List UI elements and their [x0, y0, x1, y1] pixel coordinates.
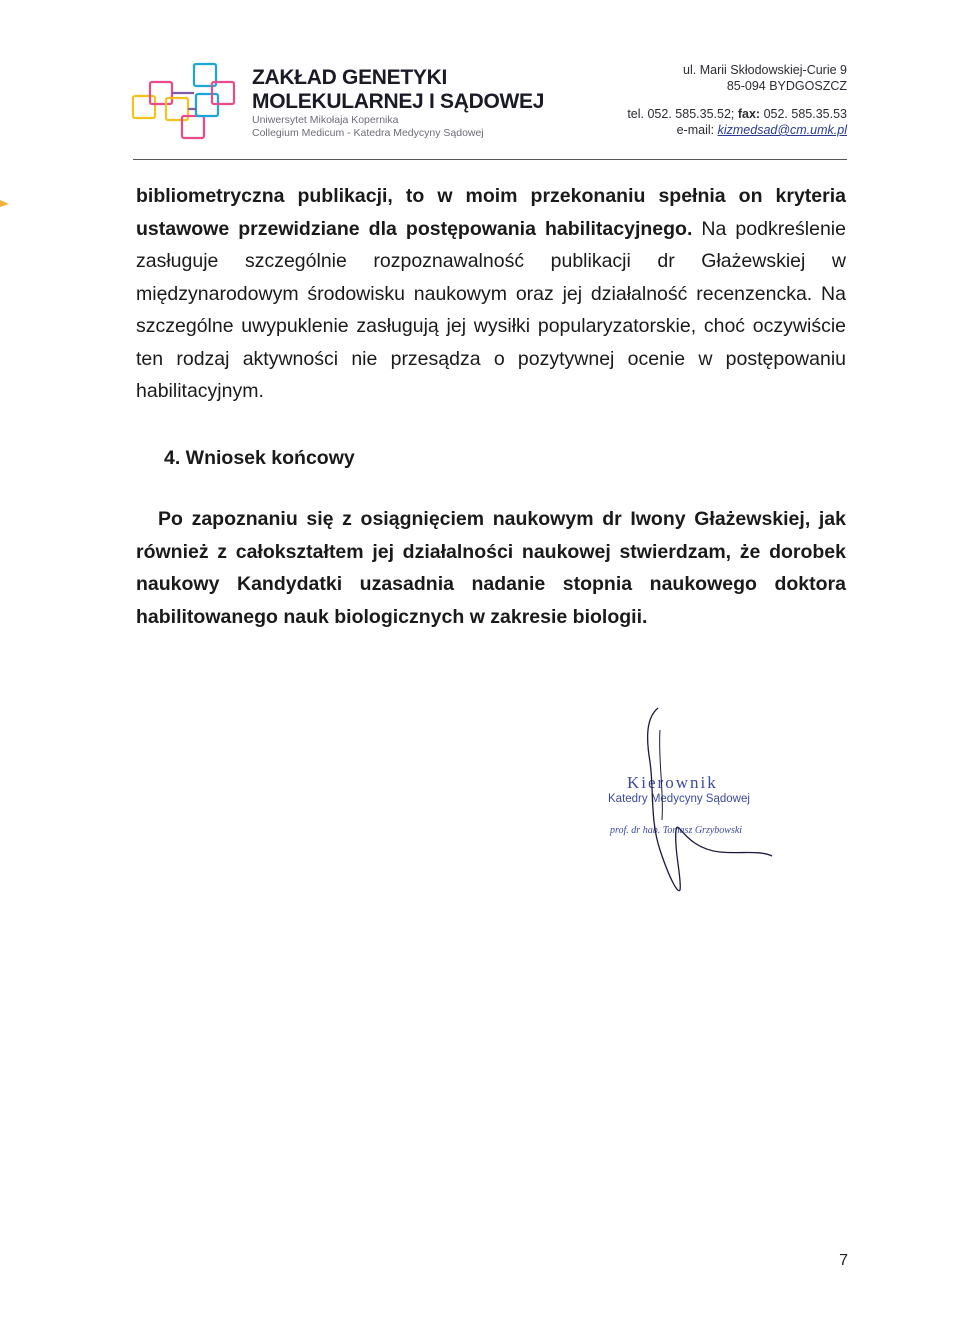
review-paragraph [136, 180, 846, 408]
tel-label: tel. [627, 107, 644, 121]
stamp-title: Kierownik [627, 773, 718, 792]
email-line [627, 122, 847, 138]
header-divider [133, 159, 847, 160]
address-block [683, 62, 847, 94]
address-city: 85-094 BYDGOSZCZ [726, 79, 847, 93]
phone-fax-line [627, 106, 847, 122]
department-name: Collegium Medicum - Katedra Medycyny Sądowej [252, 127, 484, 139]
university-name: Uniwersytet Mikołaja Kopernika [252, 114, 399, 126]
email-label: e-mail: [676, 123, 715, 137]
margin-arrow-icon [0, 198, 10, 208]
institution-name-line2: MOLEKULARNEJ I SĄDOWEJ [252, 90, 545, 113]
page-number: 7 [839, 1252, 848, 1269]
institute-logo-icon [130, 58, 242, 148]
signature-stamp [600, 690, 820, 910]
email-link[interactable]: kizmedsad@cm.umk.pl [717, 123, 847, 137]
stamp-department: Katedry Medycyny Sądowej [608, 793, 750, 805]
stamp-name: prof. dr hab. Tomasz Grzybowski [610, 825, 743, 836]
paragraph-regular-part: Na podkreślenie zasługuje szczególnie rozpoznawalność publikacji dr Głażewskiej w międzynarodowym środowisku naukowym oraz jej działalność recenzencka. Na szczególne uwypuklenie zasługują jej wysiłki popularyzatorskie, choć oczywiście ten rodzaj aktywności nie przesądza o pozytywnej ocenie w postępowaniu habilitacyjnym. [136, 217, 846, 402]
institution-name-line1: ZAKŁAD GENETYKI [252, 66, 448, 89]
institution-name-block [252, 66, 552, 140]
contact-block [627, 106, 847, 138]
conclusion-paragraph: Po zapoznaniu się z osiągnięciem naukowym dr Iwony Głażewskiej, jak również z całokształtem jej działalności naukowej stwierdzam, że dorobek naukowy Kandydatki uzasadnia nadanie stopnia naukowego doktora habilitowanego nauk biologicznych w zakresie biologii. [136, 508, 846, 629]
address-street: ul. Marii Skłodowskiej-Curie 9 [683, 63, 847, 77]
section-heading: 4. Wniosek końcowy [164, 447, 355, 469]
fax-label: fax: [737, 107, 761, 121]
fax-value: 052. 585.35.53 [763, 107, 847, 121]
tel-value: 052. 585.35.52; [647, 107, 735, 121]
paragraph-bold-part: bibliometryczna publikacji, to w moim przekonaniu spełnia on kryteria ustawowe przewidziane dla postępowania habilitacyjnego. [136, 185, 846, 240]
